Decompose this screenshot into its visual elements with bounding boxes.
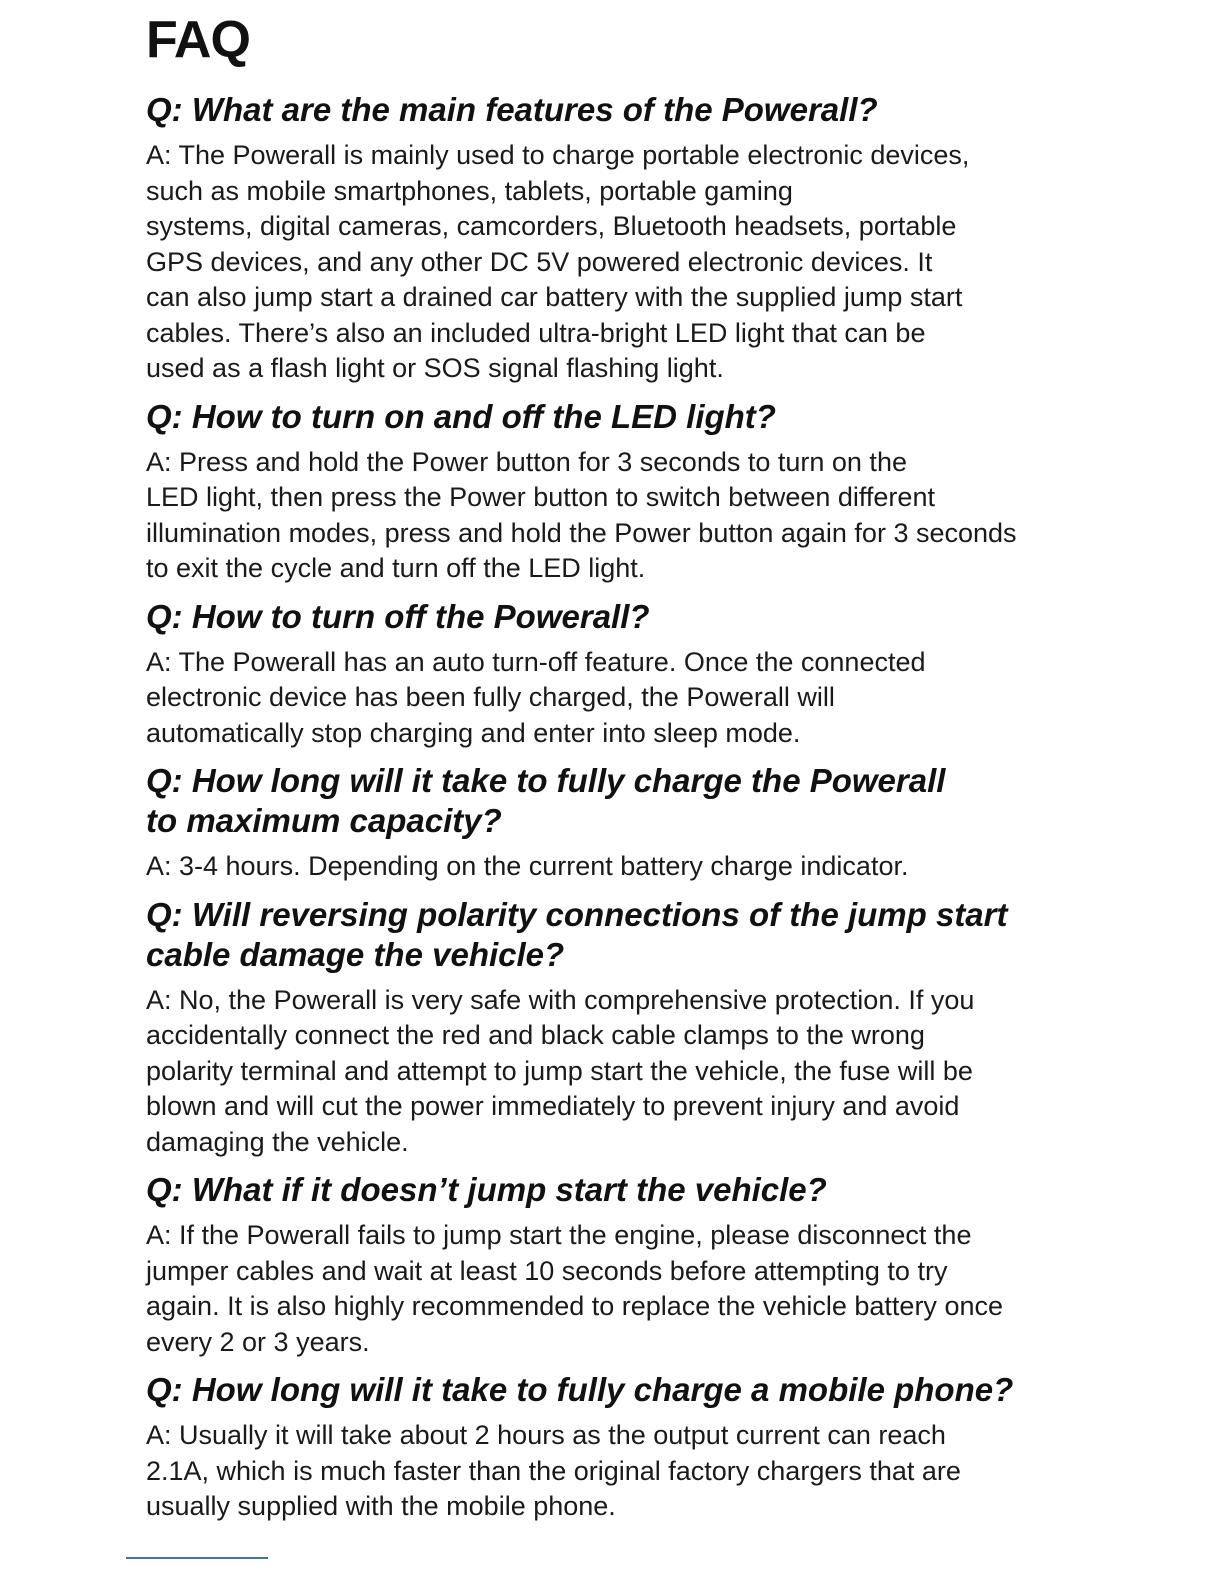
faq-item-reverse-polarity [146, 895, 1086, 1161]
faq-question: Q: What are the main features of the Powerall? [146, 91, 878, 128]
faq-answer: A: The Powerall is mainly used to charge portable electronic devices, such as mobile smartphones, tablets, portable gaming systems, digital cameras, camcorders, Bluetooth headsets, portable GPS devices, and any other DC 5V powered electronic devices. It can also jump start a drained car battery with the supplied jump start cables. There’s also an included ultra-bright LED light that can be used as a flash light or SOS signal flashing light. [146, 140, 970, 383]
bottom-divider [126, 1557, 268, 1559]
faq-answer: A: 3-4 hours. Depending on the current battery charge indicator. [146, 851, 909, 881]
faq-item-charge-time [146, 761, 1086, 885]
faq-item-main-features [146, 90, 1086, 387]
faq-answer: A: Press and hold the Power button for 3 seconds to turn on the LED light, then press the Power button to switch between different illumination modes, press and hold the Power button again for 3 seconds to exit the cycle and turn off the LED light. [146, 446, 1017, 583]
faq-item-turn-off [146, 597, 1086, 752]
faq-answer: A: Usually it will take about 2 hours as the output current can reach 2.1A, which is much faster than the original factory chargers that are usually supplied with the mobile phone. [146, 1420, 961, 1521]
faq-item-phone-charge [146, 1370, 1086, 1525]
faq-page [146, 12, 1086, 1535]
faq-item-led-light [146, 397, 1086, 587]
faq-question: Q: How to turn off the Powerall? [146, 597, 650, 635]
faq-answer: A: The Powerall has an auto turn-off feature. Once the connected electronic device has been fully charged, the Powerall will automatically stop charging and enter into sleep mode. [146, 646, 926, 748]
faq-item-jump-start-fail [146, 1170, 1086, 1360]
faq-answer: A: No, the Powerall is very safe with comprehensive protection. If you accidentally connect the red and black cable clamps to the wrong polarity terminal and attempt to jump start the vehicle, the fuse will be blown and will cut the power immediately to prevent injury and avoid damaging the vehicle. [146, 984, 975, 1157]
faq-question: Q: What if it doesn’t jump start the vehicle? [146, 1171, 827, 1208]
faq-question: Q: How long will it take to fully charge the Powerall to maximum capacity? [146, 762, 946, 839]
faq-question: Q: How long will it take to fully charge a mobile phone? [146, 1371, 1014, 1408]
page-title: FAQ [146, 11, 250, 69]
faq-answer: A: If the Powerall fails to jump start the engine, please disconnect the jumper cables and wait at least 10 seconds before attempting to try again. It is also highly recommended to replace the vehicle battery once every 2 or 3 years. [146, 1220, 1003, 1357]
faq-question: Q: How to turn on and off the LED light? [146, 397, 776, 435]
faq-question: Q: Will reversing polarity connections of the jump start cable damage the vehicle? [146, 895, 1008, 973]
